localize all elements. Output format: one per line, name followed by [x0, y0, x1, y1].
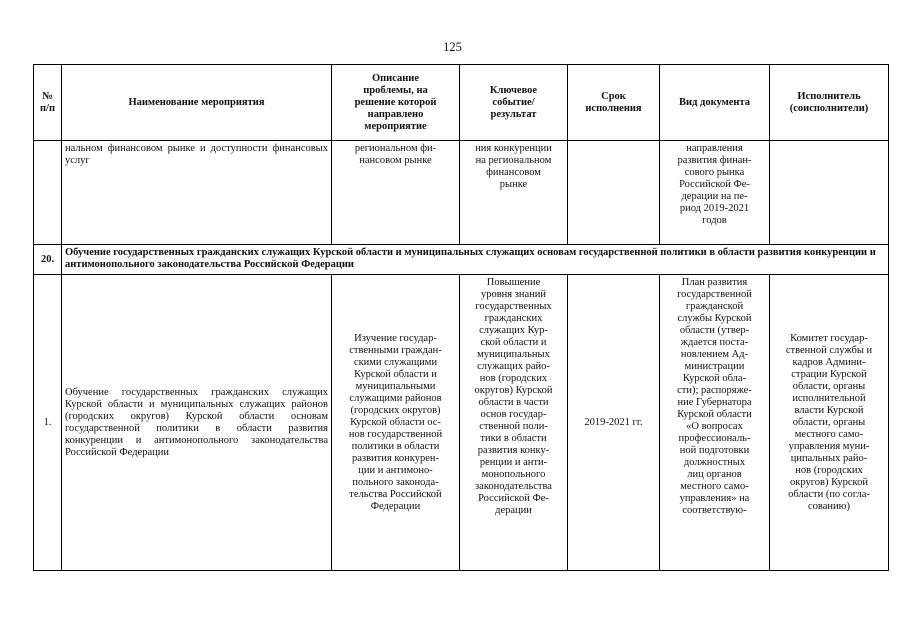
cell-executor [770, 141, 889, 245]
table-header-row [34, 65, 889, 141]
section-row [34, 245, 889, 275]
cell-num [34, 141, 62, 245]
cell-executor: Комитет государ- ственной службы и кадров Админи- страции Курской области, органы исполнительной власти Курской области, органы местного само- управления муни- ципальных райо- нов (городских округов) Курской области (по согла- сованию) [770, 275, 889, 571]
header-term: Срок исполнения [568, 65, 660, 141]
cell-key-event: ния конкуренции на региональном финансовом рынке [460, 141, 568, 245]
header-problem: Описание проблемы, на решение которой направлено мероприятие [332, 65, 460, 141]
section-number: 20. [34, 245, 62, 275]
cell-name: нальном финансовом рынке и доступности финансовых услуг [62, 141, 332, 245]
header-executor: Исполнитель (соисполнители) [770, 65, 889, 141]
cell-name: Обучение государственных гражданских служащих Курской области и муниципальных служащих районов (городских округов) Курской области основам государственной политики в области развития конкуренции и антимонопольного законодательства Российской Федерации [62, 275, 332, 571]
cell-term: 2019-2021 гг. [568, 275, 660, 571]
page-number: 125 [443, 40, 462, 54]
table-row-continuation [34, 141, 889, 245]
header-name: Наименование мероприятия [62, 65, 332, 141]
header-key-event: Ключевое событие/ результат [460, 65, 568, 141]
header-num: № п/п [34, 65, 62, 141]
cell-problem: Изучение государ- ственными граждан- скими служащими Курской области и муниципальными служащими районов (городских округов) Курской области ос- нов государственной политики в области развития конкурен- ции и антимоно- польного законода- тельства Российской Федерации [332, 275, 460, 571]
cell-problem: региональном фи- нансовом рынке [332, 141, 460, 245]
section-title: Обучение государственных гражданских служащих Курской области и муниципальных служащих основам государственной политики в области развития конкуренции и антимонопольного законодательства Российской Федерации [62, 245, 889, 275]
table-row-item [34, 275, 889, 571]
cell-term [568, 141, 660, 245]
cell-num: 1. [34, 275, 62, 571]
measures-table [33, 64, 889, 571]
cell-doc-type: направления развития финан- сового рынка Российской Фе- дерации на пе- риод 2019-2021 годов [660, 141, 770, 245]
cell-key-event: Повышение уровня знаний государственных гражданских служащих Кур- ской области и муниципальных служащих райо- нов (городских округов) Курской области в части основ государ- ственной поли- тики в области развития конку- ренции и анти- монопольного законодательства Российской Фе- дерации [460, 275, 568, 571]
header-doc-type: Вид документа [660, 65, 770, 141]
cell-doc-type: План развития государственной гражданской службы Курской области (утвер- ждается поста- новлением Ад- министрации Курской обла- сти); распоряже- ние Губернатора Курской области «О вопросах профессиональ- ной подготовки должностных лиц органов местного само- управления» на соответствую- [660, 275, 770, 571]
